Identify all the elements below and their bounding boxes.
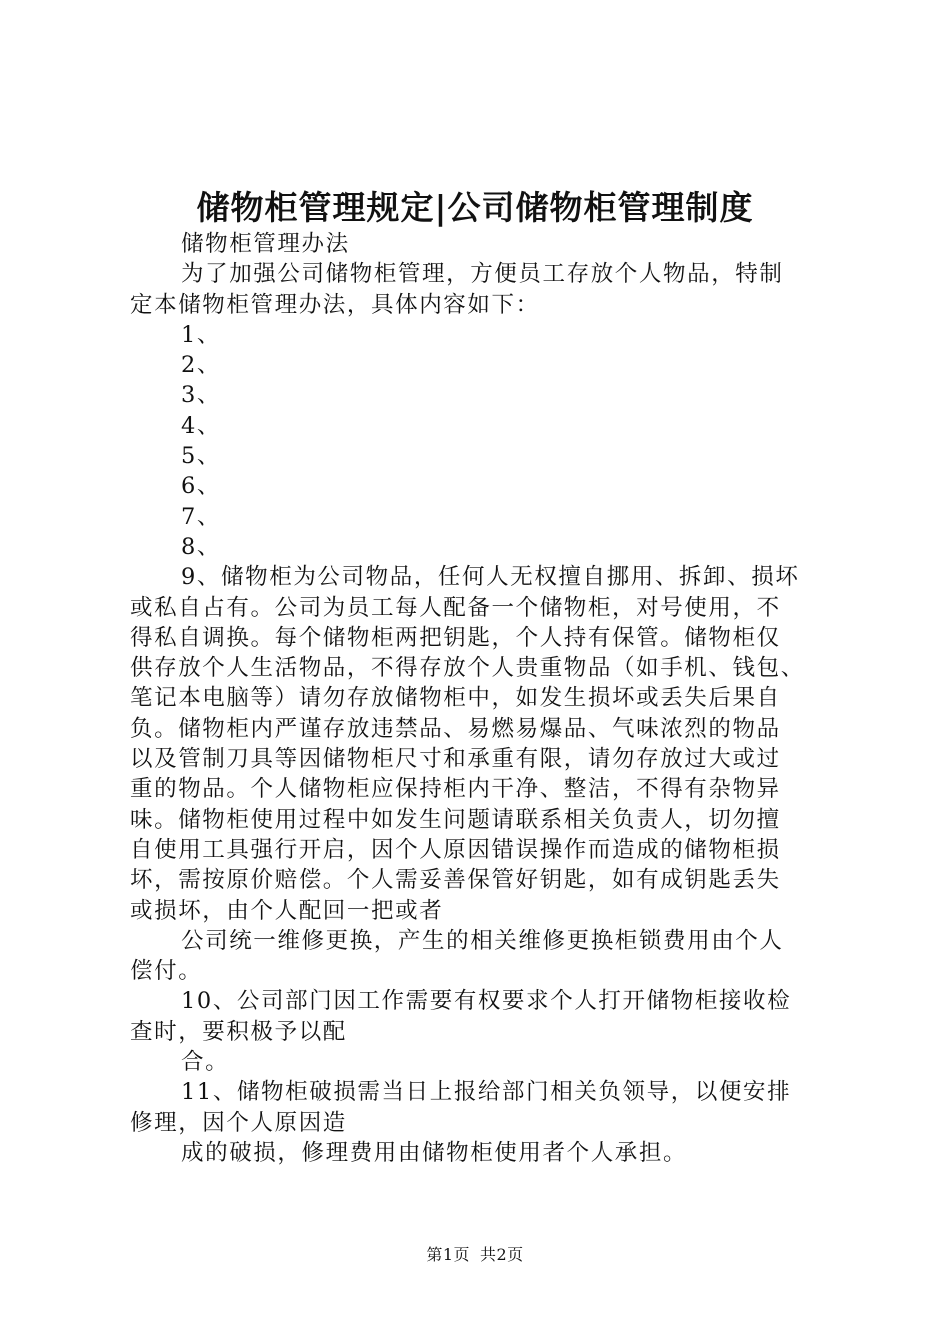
text-line: 为了加强公司储物柜管理，方便员工存放个人物品，特制 xyxy=(181,261,784,288)
page-total: 共2页 xyxy=(480,1245,524,1264)
page-number: 第1页 xyxy=(426,1245,470,1264)
text-line: 得私自调换。每个储物柜两把钥匙，个人持有保管。储物柜仅 xyxy=(130,624,781,651)
text-line: 修理，因个人原因造 xyxy=(130,1109,347,1136)
text-line: 10、公司部门因工作需要有权要求个人打开储物柜接收检 xyxy=(181,988,792,1015)
text-line: 成的破损，修理费用由储物柜使用者个人承担。 xyxy=(181,1139,688,1166)
document-body xyxy=(130,229,830,1168)
text-line: 笔记本电脑等）请勿存放储物柜中，如发生损坏或丢失后果自 xyxy=(130,685,781,712)
text-line: 负。储物柜内严谨存放违禁品、易燃易爆品、气味浓烈的物品 xyxy=(130,715,781,742)
text-line: 重的物品。个人储物柜应保持柜内干净、整洁，不得有杂物异 xyxy=(130,776,781,803)
text-line: 供存放个人生活物品，不得存放个人贵重物品（如手机、钱包、 xyxy=(130,655,805,682)
text-line: 1、 xyxy=(181,321,222,348)
text-line: 定本储物柜管理办法，具体内容如下： xyxy=(130,291,540,318)
text-line: 或损坏，由个人配回一把或者 xyxy=(130,897,444,924)
text-line: 2、 xyxy=(181,352,222,379)
text-line: 偿付。 xyxy=(130,958,203,985)
text-line: 合。 xyxy=(181,1049,230,1076)
text-line: 以及管制刀具等因储物柜尺寸和承重有限，请勿存放过大或过 xyxy=(130,746,781,773)
text-line: 9、储物柜为公司物品，任何人无权擅自挪用、拆卸、损坏 xyxy=(181,564,800,591)
document-title: 储物柜管理规定|公司储物柜管理制度 xyxy=(196,188,754,227)
text-line: 查时，要积极予以配 xyxy=(130,1018,347,1045)
text-line: 8、 xyxy=(181,533,222,560)
text-line: 5、 xyxy=(181,443,222,470)
text-line: 自使用工具强行开启，因个人原因错误操作而造成的储物柜损 xyxy=(130,836,781,863)
text-line: 或私自占有。公司为员工每人配备一个储物柜，对号使用，不 xyxy=(130,594,781,621)
text-line: 11、储物柜破损需当日上报给部门相关负领导，以便安排 xyxy=(181,1079,792,1106)
text-line: 坏，需按原价赔偿。个人需妥善保管好钥匙，如有成钥匙丢失 xyxy=(130,867,781,894)
text-line: 3、 xyxy=(181,382,222,409)
text-line: 7、 xyxy=(181,503,222,530)
text-line: 储物柜管理办法 xyxy=(181,231,350,257)
text-line: 公司统一维修更换，产生的相关维修更换柜锁费用由个人 xyxy=(181,927,784,954)
text-line: 味。储物柜使用过程中如发生问题请联系相关负责人，切勿擅 xyxy=(130,806,781,833)
page-footer xyxy=(0,1243,950,1267)
text-line: 4、 xyxy=(181,412,222,439)
text-line: 6、 xyxy=(181,473,222,500)
